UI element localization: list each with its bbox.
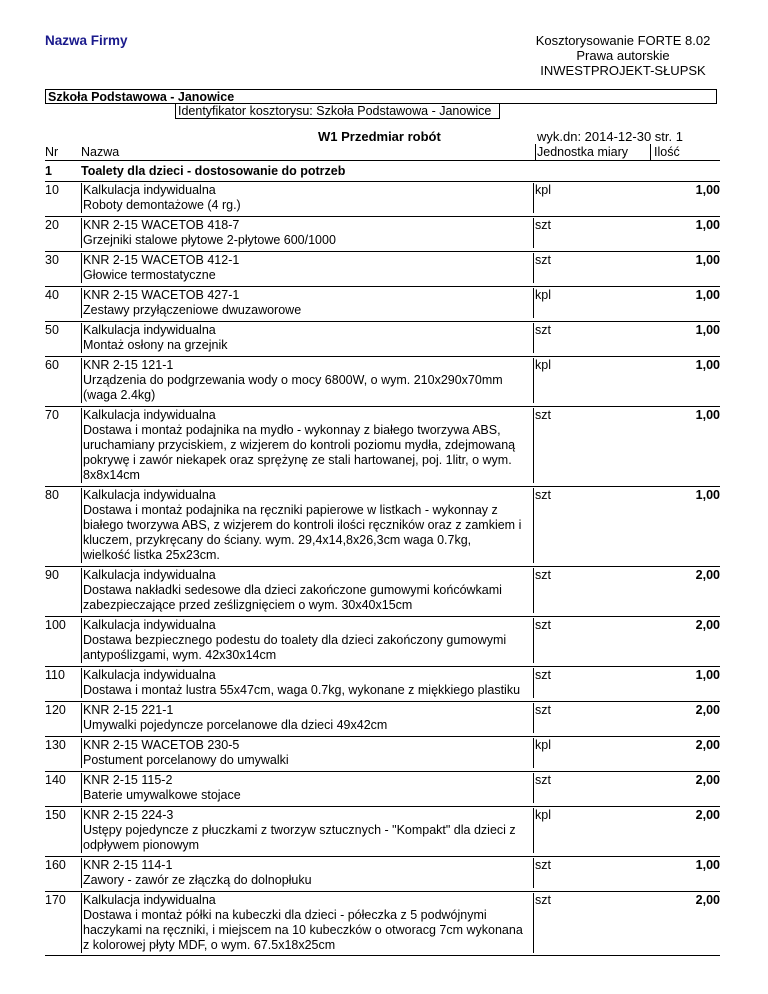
column-separator [533, 568, 534, 613]
row-quantity: 1,00 [695, 183, 720, 197]
description-line: Głowice termostatyczne [83, 268, 216, 282]
description-line: Dostawa nakładki sedesowe dla dzieci zakończone gumowymi końcówkami [83, 583, 502, 597]
description-line: KNR 2-15 WACETOB 412-1 [83, 253, 240, 267]
description-line: pokrywę i zawór niekapek oraz sprężynę ze stali hartowanej, poj. 1litr, o wym. [83, 453, 512, 467]
row-quantity: 1,00 [695, 408, 720, 422]
description-line: odpływem pionowym [83, 838, 200, 852]
row-quantity: 2,00 [695, 738, 720, 752]
column-separator [533, 808, 534, 853]
row-number: 170 [45, 893, 66, 907]
description-line: KNR 2-15 221-1 [83, 703, 174, 717]
header-divider [45, 160, 720, 161]
description-line: Postument porcelanowy do umywalki [83, 753, 289, 767]
row-description [81, 738, 531, 768]
description-line: białego tworzywa ABS, z wizjerem do kontroli ilości ręczników oraz z zamkiem i [83, 518, 522, 532]
description-line: z kolorowej płyty MDF, o wym. 67.5x18x25cm [83, 938, 336, 952]
column-separator [533, 358, 534, 403]
row-unit: szt [535, 568, 551, 582]
row-unit: szt [535, 893, 551, 907]
row-unit: szt [535, 858, 551, 872]
row-number: 130 [45, 738, 66, 752]
software-line-2: Prawa autorskie [576, 48, 670, 63]
document-date-page: wyk.dn: 2014-12-30 str. 1 [537, 129, 683, 144]
description-line: Dostawa i montaż podajnika na ręczniki papierowe w listkach - wykonnay z [83, 503, 498, 517]
software-info [533, 33, 713, 78]
description-line: KNR 2-15 WACETOB 427-1 [83, 288, 240, 302]
column-header-unit: Jednostka miary [537, 145, 629, 159]
row-quantity: 2,00 [695, 618, 720, 632]
row-description [81, 568, 531, 613]
row-quantity: 2,00 [695, 893, 720, 907]
row-quantity: 1,00 [695, 358, 720, 372]
software-line-1: Kosztorysowanie FORTE 8.02 [535, 33, 711, 48]
row-description [81, 288, 531, 318]
row-divider [45, 771, 720, 772]
row-number: 70 [45, 408, 59, 422]
row-quantity: 1,00 [695, 668, 720, 682]
column-header-name: Nazwa [81, 145, 120, 159]
description-line: KNR 2-15 224-3 [83, 808, 174, 822]
section-number: 1 [45, 164, 52, 178]
row-divider [45, 406, 720, 407]
row-divider [45, 356, 720, 357]
row-description [81, 488, 531, 563]
row-unit: szt [535, 253, 551, 267]
row-unit: szt [535, 773, 551, 787]
description-line: Baterie umywalkowe stojace [83, 788, 241, 802]
column-header-qty: Ilość [654, 145, 680, 159]
document-title: W1 Przedmiar robót [318, 129, 441, 144]
description-line: uruchamiany przyciskiem, z wizjerem do kontroli poziomu mydła, zdejmowaną [83, 438, 516, 452]
column-separator [533, 183, 534, 213]
row-unit: kpl [535, 288, 551, 302]
description-line: Grzejniki stalowe płytowe 2-płytowe 600/1000 [83, 233, 336, 247]
column-separator [650, 144, 651, 160]
row-description [81, 408, 531, 483]
row-divider [45, 856, 720, 857]
column-header-nr: Nr [45, 145, 59, 159]
row-number: 140 [45, 773, 66, 787]
row-number: 160 [45, 858, 66, 872]
row-divider [45, 251, 720, 252]
row-quantity: 2,00 [695, 703, 720, 717]
row-quantity: 2,00 [695, 568, 720, 582]
row-description [81, 893, 531, 953]
row-number: 60 [45, 358, 59, 372]
description-line: Kalkulacja indywidualna [83, 488, 216, 502]
column-separator [533, 703, 534, 733]
row-divider [45, 736, 720, 737]
column-separator [533, 408, 534, 483]
project-name: Szkoła Podstawowa - Janowice [45, 89, 717, 104]
row-quantity: 1,00 [695, 323, 720, 337]
row-quantity: 1,00 [695, 488, 720, 502]
company-name: Nazwa Firmy [45, 33, 128, 48]
row-number: 110 [45, 668, 65, 682]
row-description [81, 218, 531, 248]
column-separator [533, 773, 534, 803]
row-quantity: 2,00 [695, 773, 720, 787]
description-line: Zestawy przyłączeniowe dwuzaworowe [83, 303, 302, 317]
row-description [81, 858, 531, 888]
row-number: 90 [45, 568, 59, 582]
column-separator [533, 858, 534, 888]
description-line: Dostawa i montaż półki na kubeczki dla dzieci - półeczka z 5 podwójnymi [83, 908, 487, 922]
row-quantity: 1,00 [695, 253, 720, 267]
row-description [81, 618, 531, 663]
row-number: 40 [45, 288, 59, 302]
row-number: 20 [45, 218, 59, 232]
row-unit: kpl [535, 738, 551, 752]
row-description [81, 323, 531, 353]
row-divider [45, 486, 720, 487]
row-number: 10 [45, 183, 59, 197]
description-line: Dostawa i montaż podajnika na mydło - wykonnay z białego tworzywa ABS, [83, 423, 501, 437]
software-line-3: INWESTPROJEKT-SŁUPSK [540, 63, 706, 78]
row-number: 50 [45, 323, 59, 337]
column-separator [533, 738, 534, 768]
row-number: 120 [45, 703, 66, 717]
row-divider [45, 321, 720, 322]
description-line: Dostawa i montaż lustra 55x47cm, waga 0.7kg, wykonane z miękkiego plastiku [83, 683, 521, 697]
row-unit: szt [535, 618, 551, 632]
description-line: (waga 2.4kg) [83, 388, 156, 402]
estimate-identifier: Identyfikator kosztorysu: Szkoła Podstawowa - Janowice [175, 104, 500, 119]
row-unit: kpl [535, 358, 551, 372]
row-divider [45, 891, 720, 892]
description-line: Kalkulacja indywidualna [83, 568, 216, 582]
description-line: Kalkulacja indywidualna [83, 408, 216, 422]
description-line: Roboty demontażowe (4 rg.) [83, 198, 241, 212]
row-description [81, 358, 531, 403]
description-line: KNR 2-15 WACETOB 418-7 [83, 218, 240, 232]
row-unit: szt [535, 488, 551, 502]
column-separator [533, 323, 534, 353]
description-line: zabezpieczające przed ześlizgnięciem o wym. 30x40x15cm [83, 598, 413, 612]
description-line: KNR 2-15 121-1 [83, 358, 174, 372]
description-line: antypoślizgami, wym. 42x30x14cm [83, 648, 277, 662]
description-line: KNR 2-15 114-1 [83, 858, 173, 872]
description-line: Ustępy pojedyncze z płuczkami z tworzyw sztucznych - "Kompakt" dla dzieci z [83, 823, 516, 837]
description-line: haczykami na ręczniki, i miejscem na 10 kubeczków o otworacg 7cm wykonana [83, 923, 523, 937]
description-line: Kalkulacja indywidualna [83, 668, 216, 682]
description-line: wielkość listka 25x23cm. [83, 548, 220, 562]
row-divider [45, 806, 720, 807]
row-quantity: 2,00 [695, 808, 720, 822]
row-number: 150 [45, 808, 66, 822]
row-unit: szt [535, 703, 551, 717]
row-unit: szt [535, 408, 551, 422]
column-separator [533, 253, 534, 283]
row-quantity: 1,00 [695, 218, 720, 232]
row-number: 30 [45, 253, 59, 267]
description-line: kluczem, przykręcany do ściany. wym. 29,4x14,8x26,3cm waga 0.7kg, [83, 533, 472, 547]
description-line: KNR 2-15 WACETOB 230-5 [83, 738, 240, 752]
row-quantity: 1,00 [695, 288, 720, 302]
row-divider [45, 216, 720, 217]
description-line: Dostawa bezpiecznego podestu do toalety dla dzieci zakończony gumowymi [83, 633, 507, 647]
row-unit: kpl [535, 183, 551, 197]
description-line: Kalkulacja indywidualna [83, 618, 216, 632]
description-line: Umywalki pojedyncze porcelanowe dla dzieci 49x42cm [83, 718, 388, 732]
row-divider [45, 566, 720, 567]
row-quantity: 1,00 [695, 858, 720, 872]
description-line: Urządzenia do podgrzewania wody o mocy 6800W, o wym. 210x290x70mm [83, 373, 503, 387]
column-separator [533, 218, 534, 248]
row-description [81, 668, 531, 698]
description-line: Kalkulacja indywidualna [83, 183, 216, 197]
row-unit: szt [535, 218, 551, 232]
row-divider [45, 181, 720, 182]
column-separator [533, 618, 534, 663]
row-divider [45, 286, 720, 287]
row-description [81, 183, 531, 213]
row-number: 100 [45, 618, 66, 632]
column-separator [533, 668, 534, 698]
column-separator [533, 893, 534, 953]
row-description [81, 253, 531, 283]
row-divider [45, 666, 720, 667]
row-unit: szt [535, 668, 551, 682]
description-line: Kalkulacja indywidualna [83, 893, 216, 907]
row-description [81, 773, 531, 803]
description-line: 8x8x14cm [83, 468, 140, 482]
row-unit: szt [535, 323, 551, 337]
row-divider [45, 701, 720, 702]
description-line: KNR 2-15 115-2 [83, 773, 173, 787]
description-line: Montaż osłony na grzejnik [83, 338, 228, 352]
column-separator [533, 488, 534, 563]
section-title: Toalety dla dzieci - dostosowanie do potrzeb [81, 164, 346, 178]
row-number: 80 [45, 488, 59, 502]
description-line: Zawory - zawór ze złączką do dolnopłuku [83, 873, 312, 887]
row-description [81, 808, 531, 853]
row-divider [45, 616, 720, 617]
description-line: Kalkulacja indywidualna [83, 323, 216, 337]
table-end-line [45, 955, 720, 956]
row-unit: kpl [535, 808, 551, 822]
row-description [81, 703, 531, 733]
column-separator [533, 288, 534, 318]
